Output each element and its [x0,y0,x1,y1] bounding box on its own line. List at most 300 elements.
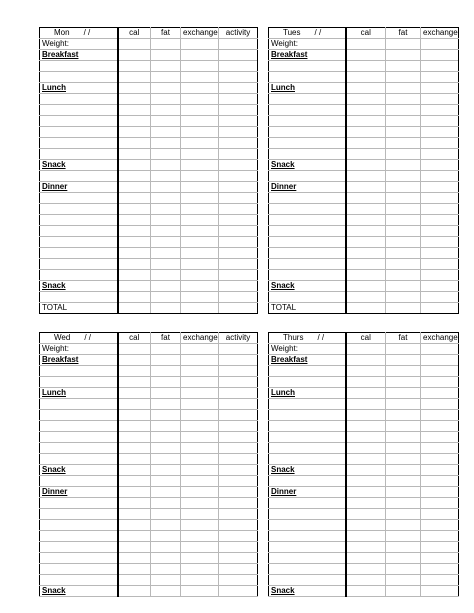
cell[interactable] [421,105,459,116]
entry-cell[interactable] [269,270,346,281]
cell[interactable] [118,292,151,303]
cell[interactable] [151,586,181,597]
cell[interactable] [219,72,258,83]
cell[interactable] [386,443,421,454]
entry-cell[interactable] [40,410,118,421]
cell[interactable] [346,72,386,83]
cell[interactable] [118,531,151,542]
cell[interactable] [219,116,258,127]
cell[interactable] [118,281,151,292]
cell[interactable] [219,226,258,237]
entry-cell[interactable] [40,105,118,116]
cell[interactable] [346,388,386,399]
cell[interactable] [421,204,459,215]
entry-cell[interactable] [40,531,118,542]
cell[interactable] [421,476,459,487]
cell[interactable] [151,443,181,454]
cell[interactable] [181,281,219,292]
cell[interactable] [386,410,421,421]
cell[interactable] [118,553,151,564]
entry-cell[interactable] [269,237,346,248]
cell[interactable] [219,50,258,61]
entry-cell[interactable] [40,520,118,531]
cell[interactable] [118,160,151,171]
cell[interactable] [181,410,219,421]
cell[interactable] [421,83,459,94]
cell[interactable] [181,61,219,72]
entry-cell[interactable] [40,193,118,204]
cell[interactable] [151,509,181,520]
cell[interactable] [151,410,181,421]
cell[interactable] [421,454,459,465]
entry-cell[interactable] [269,498,346,509]
entry-cell[interactable] [269,204,346,215]
cell[interactable] [151,226,181,237]
entry-cell[interactable] [269,531,346,542]
cell[interactable] [118,542,151,553]
cell[interactable] [386,542,421,553]
cell[interactable] [386,388,421,399]
cell[interactable] [219,520,258,531]
cell[interactable] [151,454,181,465]
cell[interactable] [118,204,151,215]
cell[interactable] [346,520,386,531]
cell[interactable] [386,237,421,248]
cell[interactable] [151,281,181,292]
total-cell[interactable] [346,303,386,314]
cell[interactable] [346,542,386,553]
entry-cell[interactable] [269,127,346,138]
cell[interactable] [118,476,151,487]
cell[interactable] [386,476,421,487]
cell[interactable] [181,509,219,520]
cell[interactable] [346,443,386,454]
cell[interactable] [386,50,421,61]
cell[interactable] [118,454,151,465]
cell[interactable] [181,127,219,138]
cell[interactable] [118,182,151,193]
cell[interactable] [219,465,258,476]
cell[interactable] [386,292,421,303]
cell[interactable] [346,366,386,377]
cell[interactable] [219,432,258,443]
cell[interactable] [219,410,258,421]
cell[interactable] [219,281,258,292]
cell[interactable] [421,270,459,281]
cell[interactable] [421,564,459,575]
cell[interactable] [386,105,421,116]
cell[interactable] [151,138,181,149]
cell[interactable] [181,487,219,498]
entry-cell[interactable] [40,454,118,465]
cell[interactable] [151,160,181,171]
cell[interactable] [421,226,459,237]
cell[interactable] [386,226,421,237]
cell[interactable] [219,443,258,454]
cell[interactable] [219,237,258,248]
cell[interactable] [118,270,151,281]
entry-cell[interactable] [40,553,118,564]
entry-cell[interactable] [269,149,346,160]
cell[interactable] [118,127,151,138]
cell[interactable] [181,366,219,377]
cell[interactable] [219,127,258,138]
cell[interactable] [181,94,219,105]
cell[interactable] [386,421,421,432]
cell[interactable] [118,421,151,432]
cell[interactable] [421,399,459,410]
cell[interactable] [421,465,459,476]
cell[interactable] [181,50,219,61]
total-cell[interactable] [118,303,151,314]
entry-cell[interactable] [40,61,118,72]
entry-cell[interactable] [269,292,346,303]
entry-cell[interactable] [269,575,346,586]
cell[interactable] [346,377,386,388]
cell[interactable] [346,465,386,476]
cell[interactable] [151,72,181,83]
entry-cell[interactable] [40,149,118,160]
entry-cell[interactable] [40,366,118,377]
cell[interactable] [386,531,421,542]
entry-cell[interactable] [269,61,346,72]
entry-cell[interactable] [269,399,346,410]
cell[interactable] [118,149,151,160]
entry-cell[interactable] [269,454,346,465]
entry-cell[interactable] [269,215,346,226]
cell[interactable] [421,487,459,498]
cell[interactable] [421,366,459,377]
entry-cell[interactable] [40,575,118,586]
cell[interactable] [151,292,181,303]
cell[interactable] [346,39,386,50]
cell[interactable] [151,421,181,432]
entry-cell[interactable] [40,509,118,520]
cell[interactable] [346,237,386,248]
cell[interactable] [421,171,459,182]
cell[interactable] [181,344,219,355]
cell[interactable] [219,215,258,226]
entry-cell[interactable] [269,138,346,149]
cell[interactable] [151,476,181,487]
cell[interactable] [219,292,258,303]
cell[interactable] [346,127,386,138]
cell[interactable] [181,476,219,487]
cell[interactable] [181,83,219,94]
cell[interactable] [386,465,421,476]
cell[interactable] [118,248,151,259]
cell[interactable] [421,553,459,564]
cell[interactable] [181,553,219,564]
cell[interactable] [118,487,151,498]
cell[interactable] [386,399,421,410]
entry-cell[interactable] [40,564,118,575]
entry-cell[interactable] [269,193,346,204]
cell[interactable] [181,193,219,204]
cell[interactable] [151,465,181,476]
cell[interactable] [219,259,258,270]
cell[interactable] [219,487,258,498]
cell[interactable] [421,127,459,138]
cell[interactable] [346,116,386,127]
cell[interactable] [421,50,459,61]
cell[interactable] [181,226,219,237]
cell[interactable] [151,171,181,182]
entry-cell[interactable] [40,116,118,127]
cell[interactable] [181,237,219,248]
cell[interactable] [386,432,421,443]
cell[interactable] [346,564,386,575]
cell[interactable] [151,531,181,542]
cell[interactable] [219,94,258,105]
cell[interactable] [118,72,151,83]
cell[interactable] [151,61,181,72]
entry-cell[interactable] [269,377,346,388]
cell[interactable] [386,171,421,182]
entry-cell[interactable] [40,377,118,388]
cell[interactable] [346,61,386,72]
cell[interactable] [118,498,151,509]
cell[interactable] [346,575,386,586]
cell[interactable] [346,248,386,259]
entry-cell[interactable] [40,127,118,138]
entry-cell[interactable] [269,421,346,432]
cell[interactable] [151,83,181,94]
cell[interactable] [181,388,219,399]
cell[interactable] [346,50,386,61]
cell[interactable] [421,443,459,454]
cell[interactable] [346,421,386,432]
cell[interactable] [151,575,181,586]
cell[interactable] [118,193,151,204]
cell[interactable] [421,259,459,270]
cell[interactable] [151,432,181,443]
entry-cell[interactable] [269,553,346,564]
entry-cell[interactable] [269,259,346,270]
cell[interactable] [346,410,386,421]
cell[interactable] [118,410,151,421]
cell[interactable] [219,39,258,50]
entry-cell[interactable] [269,116,346,127]
entry-cell[interactable] [40,215,118,226]
entry-cell[interactable] [40,72,118,83]
entry-cell[interactable] [269,105,346,116]
cell[interactable] [219,399,258,410]
cell[interactable] [219,542,258,553]
cell[interactable] [386,575,421,586]
cell[interactable] [219,105,258,116]
cell[interactable] [151,50,181,61]
cell[interactable] [421,281,459,292]
cell[interactable] [118,388,151,399]
cell[interactable] [386,270,421,281]
entry-cell[interactable] [40,94,118,105]
cell[interactable] [386,149,421,160]
cell[interactable] [181,564,219,575]
cell[interactable] [181,270,219,281]
cell[interactable] [386,61,421,72]
cell[interactable] [386,281,421,292]
cell[interactable] [181,520,219,531]
cell[interactable] [386,94,421,105]
cell[interactable] [346,531,386,542]
cell[interactable] [219,366,258,377]
cell[interactable] [219,355,258,366]
cell[interactable] [219,270,258,281]
cell[interactable] [181,149,219,160]
cell[interactable] [151,542,181,553]
cell[interactable] [386,259,421,270]
cell[interactable] [386,355,421,366]
cell[interactable] [346,432,386,443]
cell[interactable] [118,138,151,149]
cell[interactable] [421,237,459,248]
entry-cell[interactable] [269,432,346,443]
cell[interactable] [386,215,421,226]
cell[interactable] [421,509,459,520]
cell[interactable] [151,248,181,259]
cell[interactable] [151,498,181,509]
cell[interactable] [421,94,459,105]
cell[interactable] [346,94,386,105]
cell[interactable] [118,237,151,248]
cell[interactable] [386,39,421,50]
cell[interactable] [346,105,386,116]
cell[interactable] [151,377,181,388]
cell[interactable] [386,487,421,498]
total-cell[interactable] [151,303,181,314]
cell[interactable] [118,50,151,61]
cell[interactable] [181,531,219,542]
cell[interactable] [151,116,181,127]
cell[interactable] [346,509,386,520]
cell[interactable] [219,498,258,509]
cell[interactable] [151,399,181,410]
cell[interactable] [181,377,219,388]
entry-cell[interactable] [269,248,346,259]
cell[interactable] [219,204,258,215]
cell[interactable] [118,215,151,226]
cell[interactable] [151,355,181,366]
cell[interactable] [386,127,421,138]
cell[interactable] [151,105,181,116]
cell[interactable] [421,344,459,355]
cell[interactable] [219,149,258,160]
cell[interactable] [421,116,459,127]
cell[interactable] [181,215,219,226]
cell[interactable] [151,344,181,355]
cell[interactable] [219,182,258,193]
entry-cell[interactable] [269,171,346,182]
cell[interactable] [118,509,151,520]
cell[interactable] [181,171,219,182]
cell[interactable] [118,344,151,355]
cell[interactable] [346,204,386,215]
cell[interactable] [386,366,421,377]
cell[interactable] [151,564,181,575]
cell[interactable] [219,83,258,94]
cell[interactable] [219,553,258,564]
entry-cell[interactable] [269,226,346,237]
cell[interactable] [346,193,386,204]
entry-cell[interactable] [40,498,118,509]
cell[interactable] [151,193,181,204]
cell[interactable] [219,509,258,520]
cell[interactable] [386,553,421,564]
cell[interactable] [151,204,181,215]
cell[interactable] [421,355,459,366]
cell[interactable] [421,542,459,553]
cell[interactable] [421,498,459,509]
entry-cell[interactable] [40,237,118,248]
cell[interactable] [421,72,459,83]
entry-cell[interactable] [269,564,346,575]
cell[interactable] [219,138,258,149]
cell[interactable] [181,443,219,454]
cell[interactable] [151,553,181,564]
cell[interactable] [151,94,181,105]
cell[interactable] [386,344,421,355]
entry-cell[interactable] [40,248,118,259]
cell[interactable] [386,509,421,520]
cell[interactable] [386,498,421,509]
total-cell[interactable] [181,303,219,314]
cell[interactable] [118,94,151,105]
cell[interactable] [151,366,181,377]
entry-cell[interactable] [269,509,346,520]
cell[interactable] [421,531,459,542]
cell[interactable] [386,520,421,531]
cell[interactable] [181,465,219,476]
cell[interactable] [421,421,459,432]
cell[interactable] [421,586,459,597]
cell[interactable] [346,270,386,281]
cell[interactable] [386,83,421,94]
entry-cell[interactable] [40,226,118,237]
cell[interactable] [151,487,181,498]
cell[interactable] [118,465,151,476]
cell[interactable] [118,575,151,586]
total-cell[interactable] [421,303,459,314]
cell[interactable] [118,259,151,270]
cell[interactable] [219,344,258,355]
cell[interactable] [118,432,151,443]
entry-cell[interactable] [40,171,118,182]
cell[interactable] [151,215,181,226]
cell[interactable] [151,149,181,160]
cell[interactable] [386,116,421,127]
cell[interactable] [219,377,258,388]
cell[interactable] [151,182,181,193]
cell[interactable] [219,476,258,487]
entry-cell[interactable] [40,270,118,281]
cell[interactable] [118,366,151,377]
entry-cell[interactable] [269,366,346,377]
cell[interactable] [181,182,219,193]
entry-cell[interactable] [40,138,118,149]
cell[interactable] [346,553,386,564]
cell[interactable] [181,292,219,303]
cell[interactable] [151,520,181,531]
cell[interactable] [346,586,386,597]
cell[interactable] [151,270,181,281]
cell[interactable] [219,454,258,465]
cell[interactable] [386,586,421,597]
cell[interactable] [151,259,181,270]
cell[interactable] [346,355,386,366]
cell[interactable] [346,138,386,149]
cell[interactable] [346,259,386,270]
